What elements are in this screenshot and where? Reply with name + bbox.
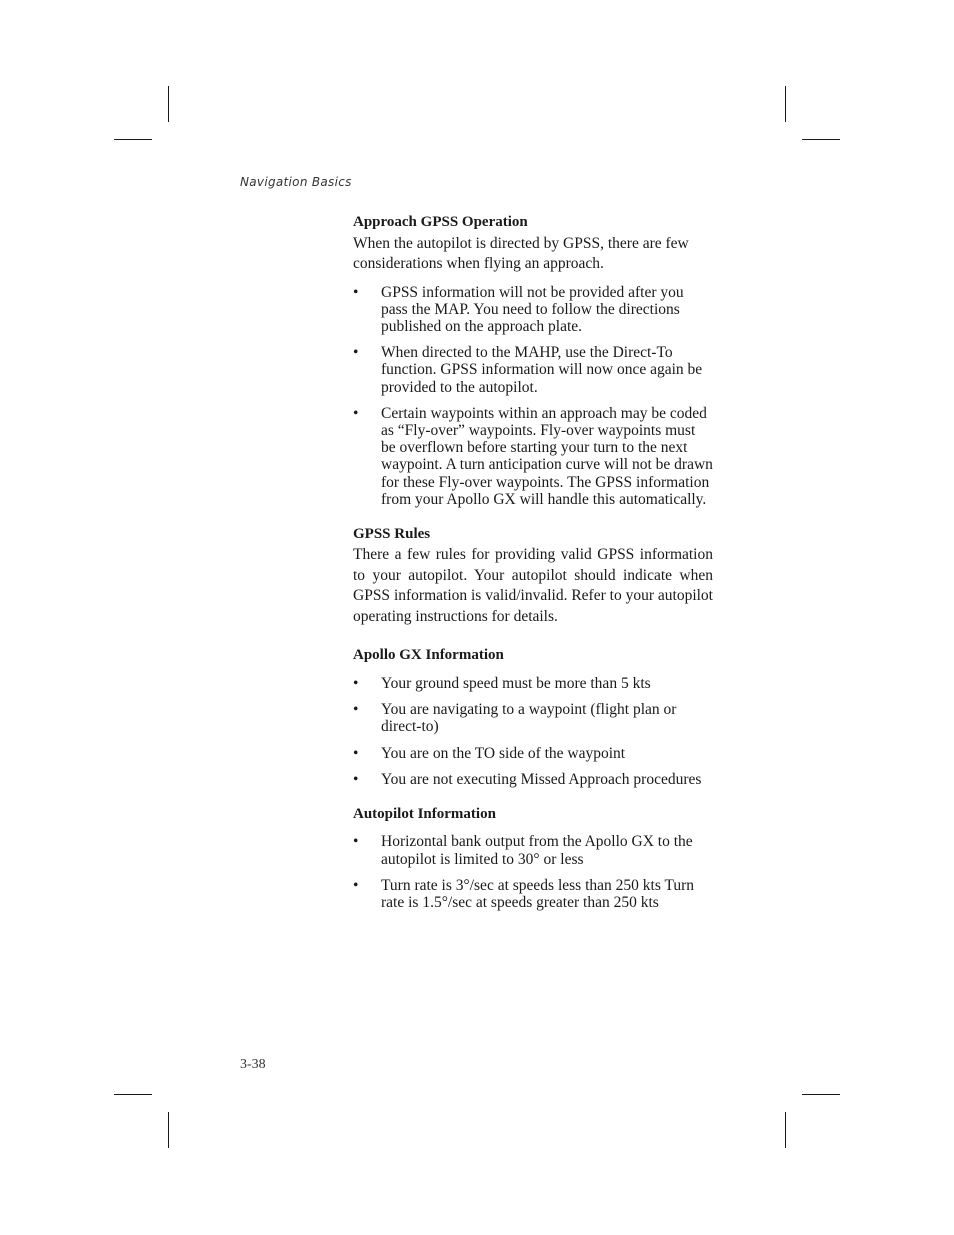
- crop-mark: [785, 86, 786, 122]
- bullet-icon: •: [353, 770, 359, 788]
- list-item-text: When directed to the MAHP, use the Direct-To function. GPSS information will now once again be provided to the autopilot.: [381, 344, 703, 396]
- bullet-icon: •: [353, 283, 359, 301]
- list-item: [353, 344, 713, 396]
- list-item: [353, 833, 713, 867]
- crop-mark: [168, 86, 169, 122]
- section-heading: GPSS Rules: [353, 525, 431, 542]
- list-item-text: Certain waypoints within an approach may be coded as “Fly-over” waypoints. Fly-over waypoints must be overflown before starting your turn to the next waypoint. A turn anticipation curve will not be drawn for these Fly-over waypoints. The GPSS information from your Apollo GX will handle this automatically.: [381, 404, 713, 508]
- list-item-text: You are on the TO side of the waypoint: [381, 744, 626, 762]
- section-gpss-rules: [353, 524, 713, 628]
- bullet-icon: •: [353, 744, 359, 762]
- bullet-list: [353, 284, 713, 508]
- page-content: [353, 212, 713, 920]
- section-paragraph: There a few rules for providing valid GPSS information to your autopilot. Your autopilot should indicate when GPSS information is valid/invalid. Refer to your autopilot operating instructions for details.: [353, 546, 713, 625]
- list-item: [353, 284, 713, 336]
- page-number: 3-38: [240, 1057, 266, 1072]
- section-apollo-gx-information: [353, 645, 713, 788]
- bullet-icon: •: [353, 344, 359, 362]
- list-item-text: You are navigating to a waypoint (flight plan or direct-to): [381, 701, 677, 736]
- bullet-icon: •: [353, 404, 359, 422]
- section-heading: Apollo GX Information: [353, 647, 504, 664]
- list-item: [353, 877, 713, 911]
- list-item-text: You are not executing Missed Approach procedures: [381, 770, 702, 788]
- list-item-text: Your ground speed must be more than 5 kts: [381, 674, 651, 692]
- bullet-icon: •: [353, 876, 359, 894]
- crop-mark: [802, 139, 840, 140]
- crop-mark: [785, 1112, 786, 1148]
- list-item: [353, 405, 713, 508]
- bullet-icon: •: [353, 701, 359, 719]
- crop-mark: [802, 1094, 840, 1095]
- section-paragraph: When the autopilot is directed by GPSS, there are few considerations when flying an approach.: [353, 234, 689, 272]
- section-autopilot-information: [353, 804, 713, 911]
- crop-mark: [168, 1112, 169, 1148]
- section-heading: Approach GPSS Operation: [353, 214, 528, 230]
- crop-mark: [114, 139, 152, 140]
- list-item: [353, 771, 713, 788]
- running-header: Navigation Basics: [240, 175, 352, 189]
- list-item: [353, 745, 713, 762]
- crop-mark: [114, 1094, 152, 1095]
- list-item: [353, 675, 713, 692]
- list-item: [353, 701, 713, 735]
- list-item-text: Horizontal bank output from the Apollo GX to the autopilot is limited to 30° or less: [381, 833, 693, 868]
- list-item-text: GPSS information will not be provided after you pass the MAP. You need to follow the directions published on the approach plate.: [381, 283, 684, 335]
- bullet-list: [353, 833, 713, 911]
- bullet-icon: •: [353, 674, 359, 692]
- list-item-text: Turn rate is 3°/sec at speeds less than 250 kts Turn rate is 1.5°/sec at speeds greater than 250 kts: [381, 876, 695, 912]
- bullet-icon: •: [353, 833, 359, 851]
- section-approach-gpss-operation: [353, 212, 713, 508]
- bullet-list: [353, 675, 713, 788]
- section-heading: Autopilot Information: [353, 805, 496, 822]
